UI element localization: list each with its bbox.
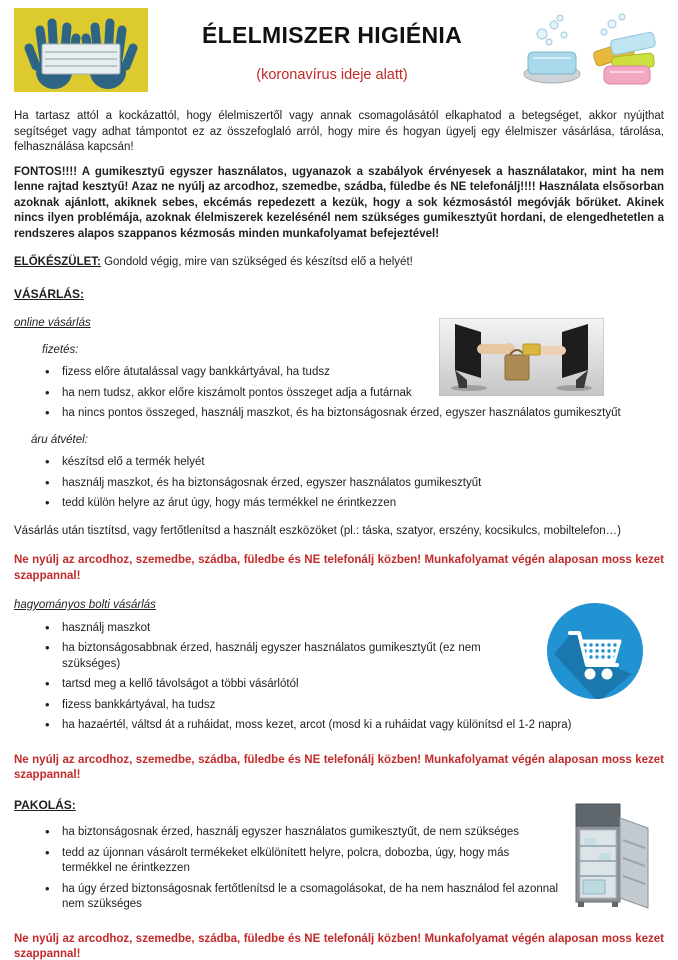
subsection-online-shopping — [14, 316, 664, 539]
warning-text: Ne nyúlj az arcodhoz, szemedbe, szádba, füledbe és NE telefonálj közben! Munkafolyamat végén alaposan moss kezet szappannal! — [14, 554, 664, 582]
payment-label: fizetés: — [42, 343, 79, 356]
list-item: • ha nincs pontos összeged, használj maszkot, és ha biztonságosnak érzed, egyszer használatos gumikesztyűt — [14, 406, 664, 422]
payment-list — [14, 365, 664, 422]
preparation-text: Gondold végig, mire van szükséged és készítsd elő a helyét! — [104, 256, 413, 268]
page-subtitle: (koronavírus ideje alatt) — [256, 67, 408, 83]
header-titles — [148, 8, 516, 84]
soap-bars-icon — [516, 8, 664, 96]
list-item: • készítsd elő a termék helyét — [14, 455, 664, 471]
warning-text: Ne nyúlj az arcodhoz, szemedbe, szádba, füledbe és NE telefonálj közben! Munkafolyamat végén alaposan moss kezet szappannal! — [14, 932, 664, 960]
list-item: • ha úgy érzed biztonságosnak fertőtlenítsd le a csomagolásokat, de ha nem használod fel azonnal nem szükséges — [14, 882, 664, 913]
section-packing — [14, 798, 664, 918]
list-item: • fizess előre átutalással vagy bankkártyával, ha tudsz — [14, 365, 664, 381]
intro-paragraph: Ha tartasz attól a kockázattól, hogy élelmiszertől vagy annak csomagolásától elkaphatod a betegséget, akkor nyújthat segítséget vagy adhat támpontot ez az összefoglaló arról, hogy mire és hogyan ügyelj egy élelmiszer vásárlása, tárolása, felhasználása kapcsán! — [14, 110, 664, 153]
list-item: • ha biztonságosabbnak érzed, használj egyszer használatos gumikesztyűt (ez nem szükséges) — [14, 641, 664, 672]
section-heading-packing: PAKOLÁS: — [14, 797, 76, 812]
list-item: • ha nem tudsz, akkor előre kiszámolt pontos összeget adja a futárnak — [14, 386, 664, 402]
section-heading-shopping: VÁSÁRLÁS: — [14, 286, 85, 301]
list-item: • ha biztonságosnak érzed, használj egyszer használatos gumikesztyűt, de nem szükséges — [14, 825, 664, 841]
preparation-line — [14, 255, 664, 271]
important-paragraph: FONTOS!!!! A gumikesztyű egyszer használatos, ugyanazok a szabályok érvényesek a használatakor, mint ha nem lenne rajtad kesztyű! Azaz ne nyúlj az arcodhoz, szemedbe, szádba, füledbe és NE telefonálj!!!! Használata elsősorban azoknak ajánlott, akiknek sebes, ekcémás repedezett a kezük, hogy a sok kézmosástól megóvják bőrüket. Akinek nincs ilyen problémája, azoknak élelmiszerek kezelésénél nem szükséges gumikesztyűt hordani, de elengedhetetlen a rendszeres alapos szappanos kézmosás minden munkafolyamat befejeztével! — [14, 165, 664, 240]
page-title: ÉLELMISZER HIGIÉNIA — [202, 22, 462, 48]
list-item: • ha hazaértél, váltsd át a ruháidat, moss kezet, arcot (mosd ki a ruháidat vagy különítsd el 1-2 napra) — [14, 718, 664, 734]
list-item: • tartsd meg a kellő távolságot a többi vásárlótól — [14, 677, 664, 693]
online-shopping-image — [439, 318, 604, 396]
subsection-store-heading: hagyományos bolti vásárlás — [14, 599, 156, 611]
soap-dish-icon — [524, 15, 580, 83]
list-item: • tedd az újonnan vásárolt termékeket elkülönített helyre, polcra, dobozba, úgy, hogy más termékkel ne érintkezzen — [14, 846, 664, 877]
after-shopping-note: Vásárlás után tisztítsd, vagy fertőtlenítsd a használt eszközöket (pl.: táska, szatyor, erszény, kocsikulcs, mobiltelefon…) — [14, 524, 621, 537]
packing-list — [14, 825, 664, 913]
list-item: • tedd külön helyre az árut úgy, hogy más termékkel ne érintkezzen — [14, 496, 664, 512]
list-item: • használj maszkot — [14, 621, 664, 637]
pickup-list — [14, 455, 664, 512]
subsection-online-heading: online vásárlás — [14, 317, 91, 329]
pickup-label: áru átvétel: — [31, 433, 88, 446]
document-header — [14, 8, 664, 100]
subsection-store-shopping — [14, 598, 664, 739]
list-item: • fizess bankkártyával, ha tudsz — [14, 698, 664, 714]
list-item: • használj maszkot, és ha biztonságosnak érzed, egyszer használatos gumikesztyűt — [14, 476, 664, 492]
soap-stack-icon — [593, 14, 656, 84]
warning-text: Ne nyúlj az arcodhoz, szemedbe, szádba, füledbe és NE telefonálj közben! Munkafolyamat végén alaposan moss kezet szappannal! — [14, 753, 664, 781]
mask-gloves-image — [14, 8, 148, 98]
preparation-label: ELŐKÉSZÜLET: — [14, 256, 101, 268]
